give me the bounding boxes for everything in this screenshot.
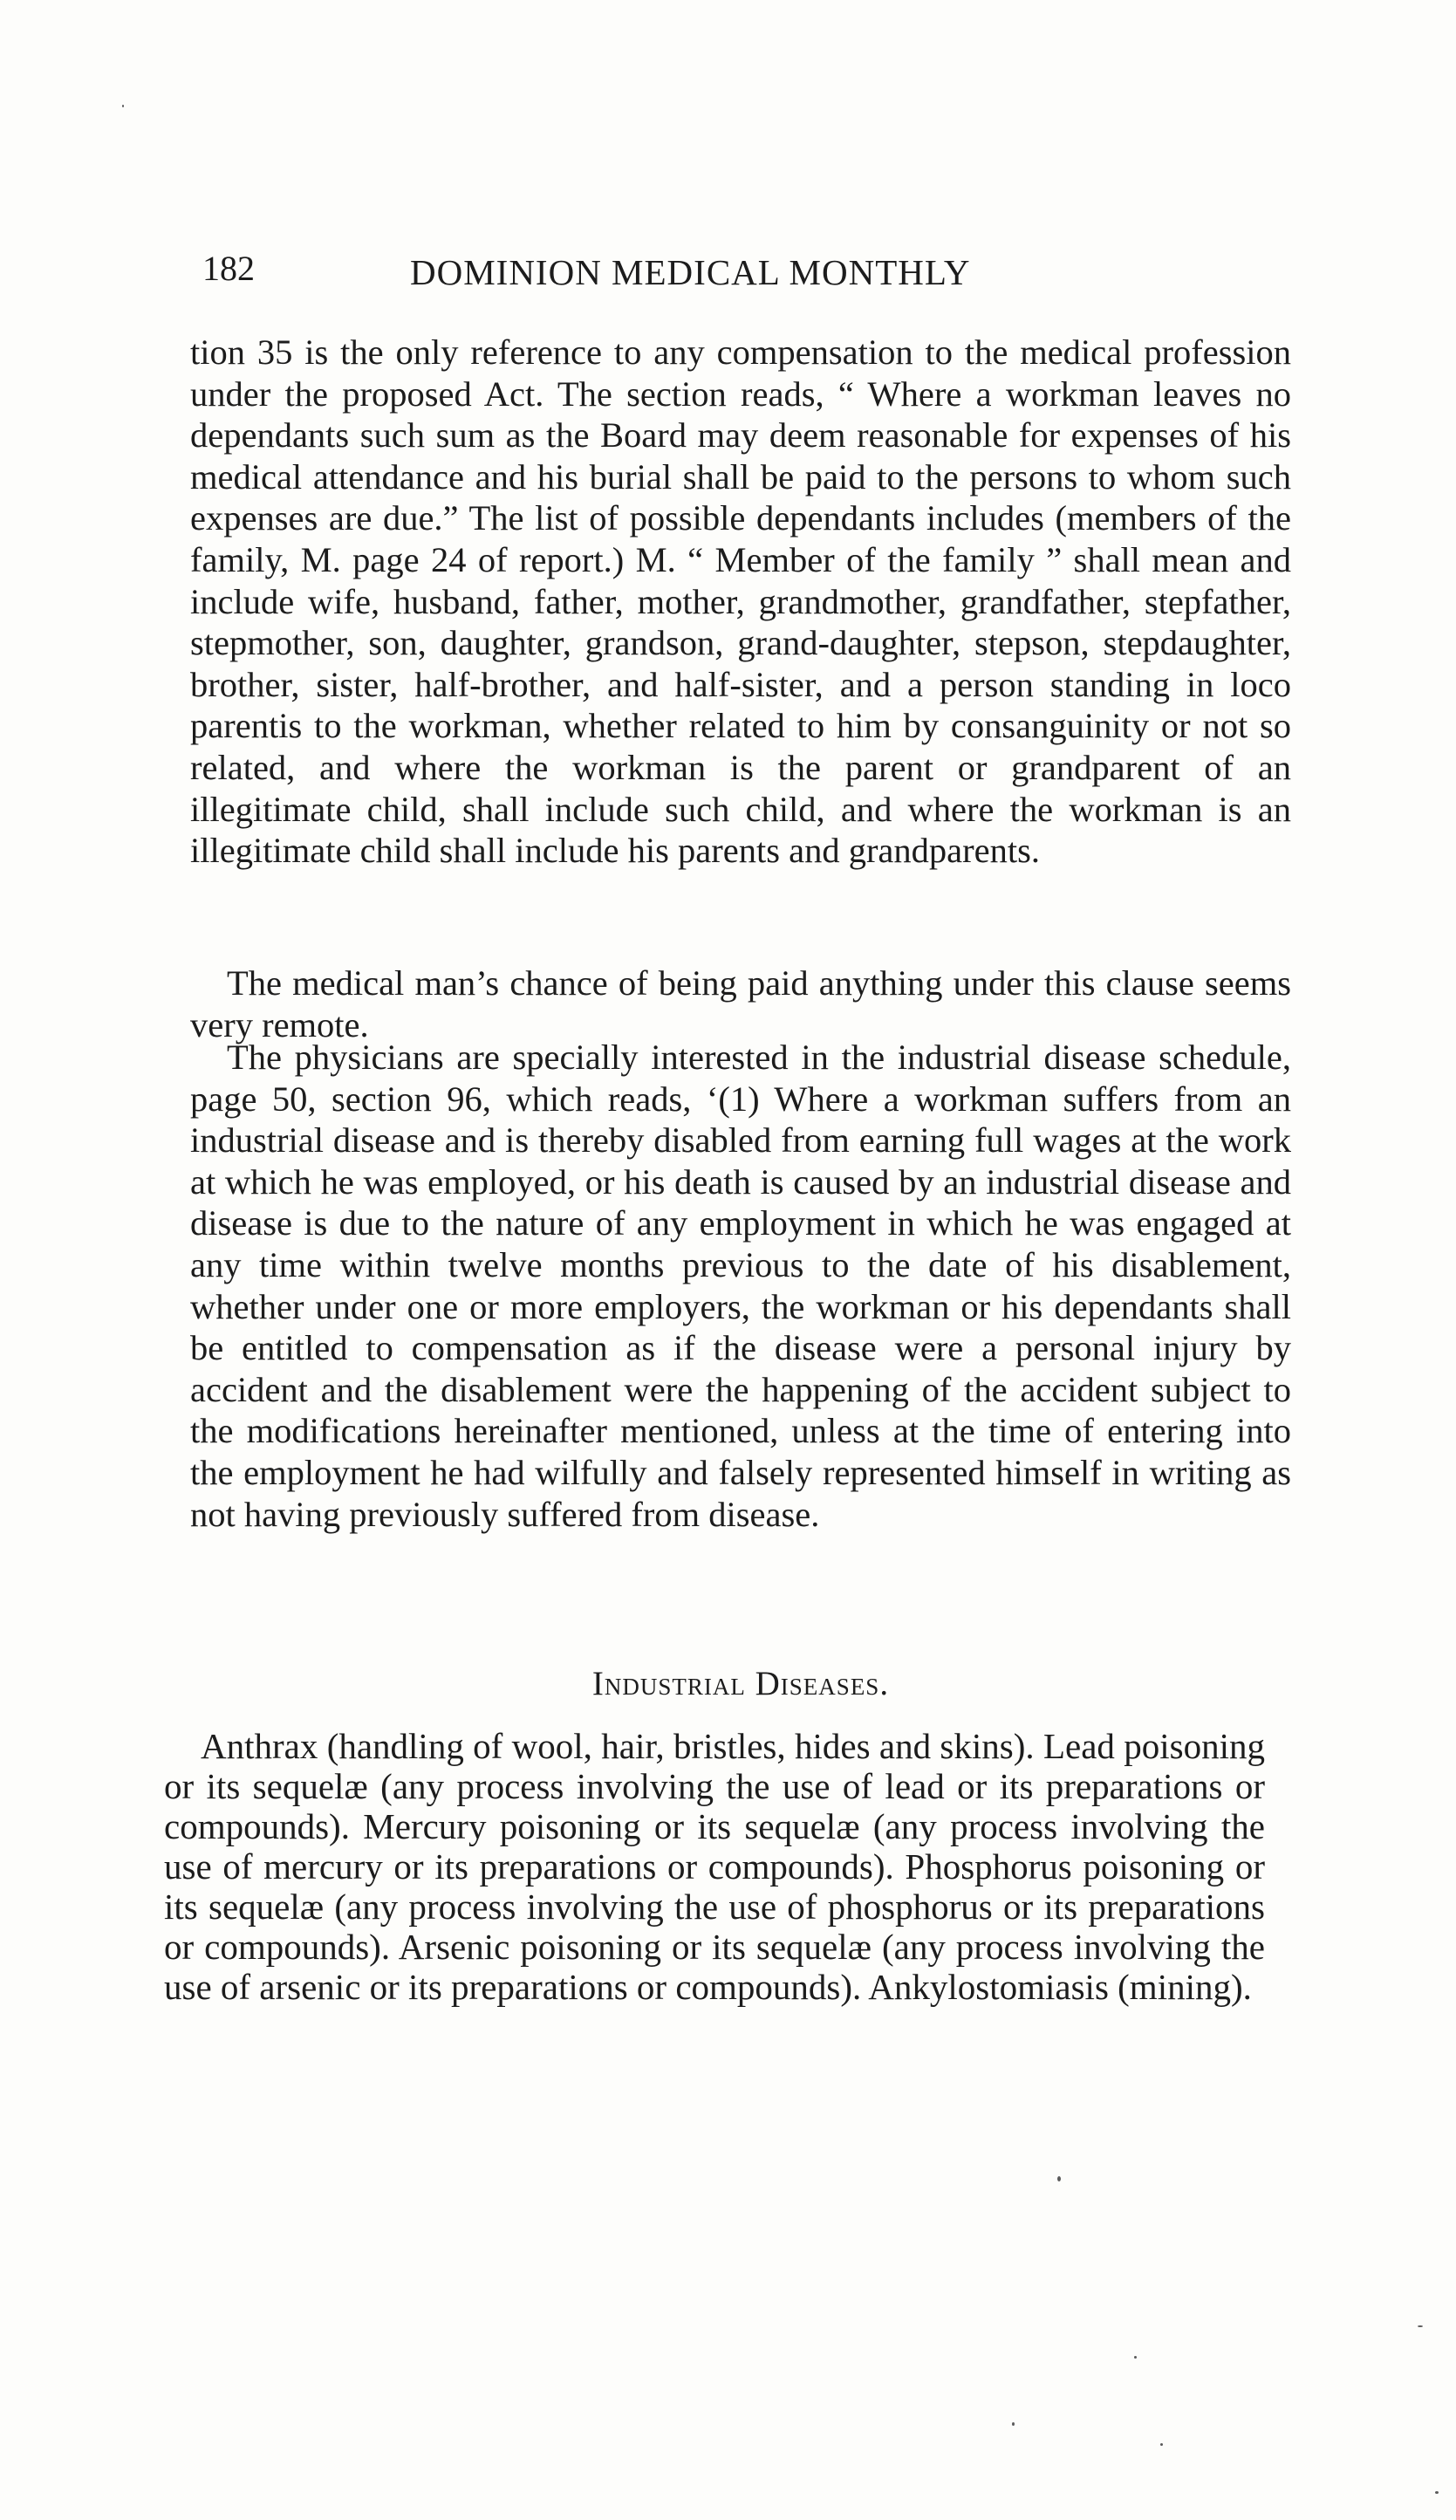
paragraph-text: tion 35 is the only reference to any compensation to the medical profession under the proposed Act. The section reads, “ Where a workman leaves no dependants such sum as the Board may deem reasonable for expenses of his medical attendance and his burial shall be paid to the persons to whom such expenses are due.” The list of possible dependants includes (members of the family, M. page 24 of report.) M. “ Member of the family ” shall mean and include wife, husband, father, mother, grandmother, grandfather, stepfather, stepmother, son, daughter, grandson, grand-daughter, stepson, stepdaughter, brother, sister, half-brother, and half-sister, and a person standing in loco parentis to the workman, whether related to him by consanguinity or not so related, and where the workman is the parent or grandparent of an illegitimate child, shall include such child, and where the workman is an illegitimate child shall include his parents and grandparents. [190,332,1291,871]
running-head: DOMINION MEDICAL MONTHLY [410,252,971,292]
paragraph-industrial-schedule [190,1037,1291,1535]
paragraph-medical-man [190,962,1291,1045]
scan-speck [1418,2325,1423,2327]
scan-speck [1057,2176,1061,2181]
paragraph-text: Anthrax (handling of wool, hair, bristles, hides and skins). Lead poisoning or its sequelæ (any process involving the use of lead or its preparations or compounds). Mercury poisoning or its sequelæ (any process involving the use of mercury or its preparations or compounds). Phosphorus poisoning or its sequelæ (any process involving the use of phosphorus or its preparations or compounds). Arsenic poisoning or its sequelæ (any process involving the use of arsenic or its preparations or compounds). Ankylostomiasis (mining). [164,1726,1265,2007]
industrial-diseases-list [164,1726,1265,2007]
scan-speck [122,105,124,107]
scan-speck [1134,2356,1137,2359]
paragraph-text: The physicians are specially interested in the industrial disease schedule, page 50, section 96, which reads, ‘(1) Where a workman suffers from an industrial disease and is thereby disabled from earning full wages at the work at which he was employed, or his death is caused by an industrial disease and disease is due to the nature of any employment in which he was engaged at any time within twelve months previous to the date of his disablement, whether under one or more employers, the workman or his dependants shall be entitled to compensation as if the disease were a personal injury by accident and the disablement were the happening of the accident subject to the modifications hereinafter mentioned, unless at the time of entering into the employment he had wilfully and falsely represented himself in writing as not having previously suffered from disease. [190,1037,1291,1534]
page-header [202,243,1083,295]
paragraph-compensation [190,332,1291,872]
page-number: 182 [202,249,255,288]
scan-speck [1435,2491,1439,2494]
section-heading: Industrial Diseases. [591,1665,890,1702]
scan-speck [1012,2422,1015,2426]
scan-speck [1160,2443,1163,2446]
paragraph-text: The medical man’s chance of being paid anything under this clause seems very remote. [190,963,1291,1044]
